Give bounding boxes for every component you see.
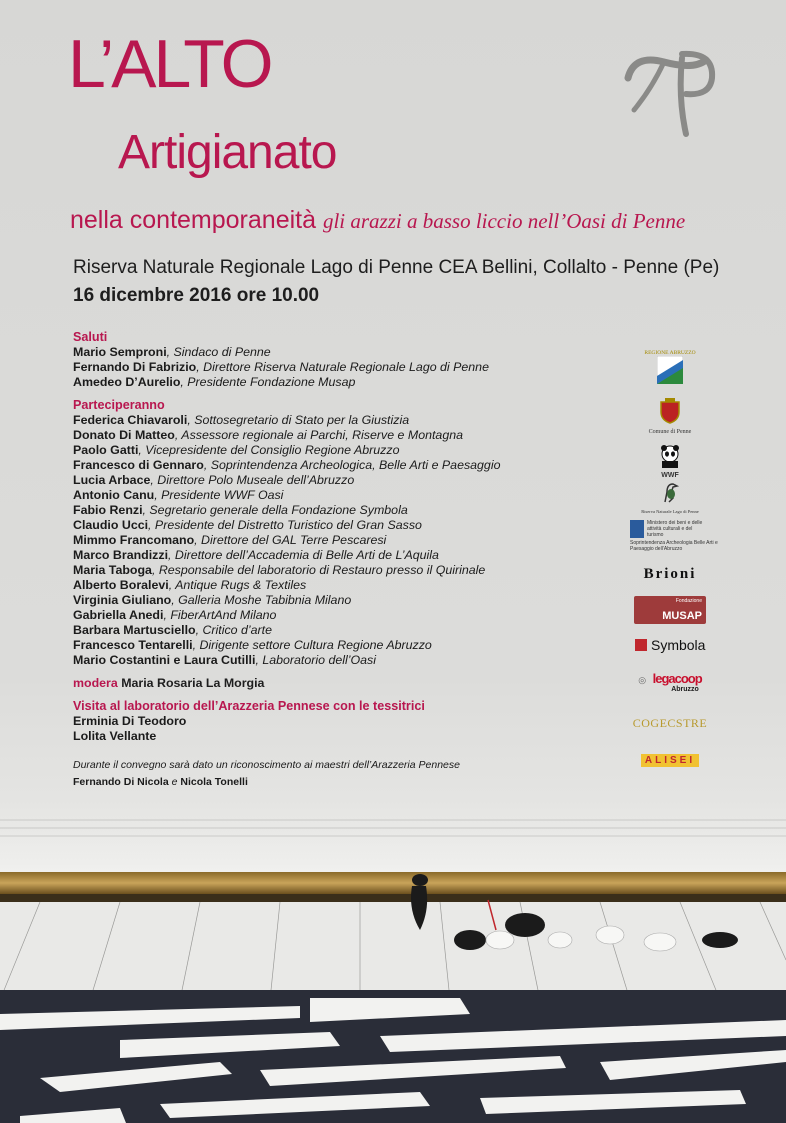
speaker-name: Virginia Giuliano	[73, 593, 172, 607]
speaker-role: , Responsabile del laboratorio di Restauro presso il Quirinale	[151, 563, 486, 577]
speaker-role: , Direttore dell’Accademia di Belle Arti de L’Aquila	[168, 548, 439, 562]
musap-small-label: Fondazione	[675, 598, 702, 604]
speaker-row	[73, 458, 633, 473]
speaker-name: Barbara Martusciello	[73, 623, 196, 637]
legacoop-abruzzo: Abruzzo	[671, 686, 699, 693]
speaker-row	[73, 413, 633, 428]
speaker-name: Lucia Arbace	[73, 473, 151, 487]
subtitle	[70, 204, 685, 237]
riserva-label: Riserva Naturale Lago di Penne	[641, 509, 699, 514]
speaker-row	[73, 443, 633, 458]
comune-penne-logo	[620, 398, 720, 435]
speaker-row	[73, 375, 633, 390]
speaker-row	[73, 578, 633, 593]
speaker-name: Maria Taboga	[73, 563, 152, 577]
modera-line	[73, 676, 633, 691]
speaker-role: , FiberArtAnd Milano	[163, 608, 277, 622]
subtitle-plain: nella contemporaneità	[70, 206, 323, 234]
mibact-label: Ministero dei beni e delle attività culturali e del turismo	[647, 520, 703, 538]
speaker-name: Mimmo Francomano	[73, 533, 195, 547]
coat-of-arms-icon	[659, 398, 681, 424]
speaker-row	[73, 653, 633, 668]
speaker-row	[73, 548, 633, 563]
panda-icon	[659, 444, 681, 468]
soprint-label: Soprintendenza Archeologia Belle Arti e Paesaggio dell’Abruzzo	[630, 540, 718, 552]
brioni-logo	[620, 566, 720, 583]
legacoop-logo	[620, 670, 720, 693]
speaker-role: , Assessore regionale ai Parchi, Riserve e Montagna	[174, 428, 463, 442]
riserva-logo	[620, 480, 720, 515]
regione-abruzzo-logo	[620, 350, 720, 389]
speaker-role: , Laboratorio dell’Oasi	[255, 653, 376, 667]
parteciperanno-list	[73, 413, 633, 668]
cogecstre-logo	[620, 716, 720, 731]
saluti-list	[73, 345, 633, 390]
heron-icon	[659, 480, 681, 504]
speaker-role: , Critico d’arte	[195, 623, 273, 637]
speaker-row	[73, 428, 633, 443]
symbola-logo	[620, 636, 720, 654]
speaker-name: Mario Semproni	[73, 345, 167, 359]
mibact-icon	[630, 520, 644, 538]
speaker-name: Francesco di Gennaro	[73, 458, 204, 472]
speaker-name: Fabio Renzi	[73, 503, 143, 517]
note-conj: e	[168, 776, 181, 788]
speaker-role: , Direttore del GAL Terre Pescaresi	[194, 533, 387, 547]
visita-person: Lolita Vellante	[73, 729, 157, 743]
visita-heading: Visita al laboratorio dell’Arazzeria Pennese con le tessitrici	[73, 699, 425, 713]
speaker-row	[73, 608, 633, 623]
legacoop-swirl-icon: ◎	[638, 675, 647, 685]
regione-abruzzo-icon	[657, 356, 683, 384]
program	[73, 330, 633, 790]
speaker-name: Alberto Boralevi	[73, 578, 169, 592]
speaker-name: Paolo Gatti	[73, 443, 139, 457]
ap-logo-icon	[624, 48, 720, 138]
speaker-row	[73, 563, 633, 578]
venue: Riserva Naturale Regionale Lago di Penne CEA Bellini, Collalto - Penne (Pe)	[73, 257, 720, 278]
loom-photo	[0, 800, 786, 1123]
speaker-row	[73, 345, 633, 360]
note-name-1: Fernando Di Nicola	[73, 776, 169, 788]
speaker-role: , Direttore Polo Museale dell’Abruzzo	[150, 473, 355, 487]
speaker-role: , Galleria Moshe Tabibnia Milano	[171, 593, 352, 607]
speaker-name: Mario Costantini e Laura Cutilli	[73, 653, 256, 667]
note-name-2: Nicola Tonelli	[180, 776, 248, 788]
speaker-row	[73, 488, 633, 503]
speaker-row	[73, 533, 633, 548]
legacoop-label: legacoop	[652, 671, 702, 686]
wwf-logo	[620, 444, 720, 479]
speaker-name: Antonio Canu	[73, 488, 155, 502]
speaker-name: Francesco Tentarelli	[73, 638, 193, 652]
speaker-role: , Direttore Riserva Naturale Regionale Lago di Penne	[196, 360, 489, 374]
speaker-role: , Antique Rugs & Textiles	[168, 578, 307, 592]
speaker-role: , Presidente WWF Oasi	[154, 488, 284, 502]
speaker-row	[73, 518, 633, 533]
speaker-row	[73, 360, 633, 375]
symbola-label: Symbola	[650, 636, 706, 653]
speaker-name: Gabriella Anedi	[73, 608, 164, 622]
speaker-role: , Sottosegretario di Stato per la Giustizia	[187, 413, 410, 427]
cogecstre-label: COGECSTRE	[632, 716, 708, 730]
brioni-label: Brioni	[643, 566, 697, 582]
wwf-label: WWF	[661, 472, 679, 479]
symbola-icon	[635, 639, 647, 651]
speaker-row	[73, 623, 633, 638]
musap-logo	[620, 596, 720, 629]
subtitle-italic: gli arazzi a basso liccio nell’Oasi di Penne	[322, 209, 686, 233]
speaker-row	[73, 503, 633, 518]
speaker-row	[73, 593, 633, 608]
speaker-name: Claudio Ucci	[73, 518, 149, 532]
speaker-name: Fernando Di Fabrizio	[73, 360, 197, 374]
title-line1: L’ALTO	[68, 26, 271, 102]
speaker-role: , Soprintendenza Archeologica, Belle Arti e Paesaggio	[203, 458, 501, 472]
note-text: Durante il convegno sarà dato un riconoscimento ai maestri dell’Arazzeria Pennese	[73, 759, 460, 771]
event-date: 16 dicembre 2016 ore 10.00	[73, 285, 320, 306]
note-names	[73, 775, 633, 790]
speaker-role: , Sindaco di Penne	[166, 345, 271, 359]
parteciperanno-heading: Parteciperanno	[73, 398, 165, 412]
speaker-name: Amedeo D’Aurelio	[73, 375, 181, 389]
speaker-role: , Dirigente settore Cultura Regione Abruzzo	[192, 638, 432, 652]
speaker-role: , Vicepresidente del Consiglio Regione Abruzzo	[138, 443, 400, 457]
speaker-name: Donato Di Matteo	[73, 428, 175, 442]
speaker-name: Marco Brandizzi	[73, 548, 169, 562]
alisei-label: ALISEI	[641, 754, 699, 767]
modera-label: modera	[73, 676, 122, 690]
speaker-role: , Segretario generale della Fondazione Symbola	[142, 503, 408, 517]
comune-label: Comune di Penne	[648, 429, 692, 435]
title-line2: Artigianato	[118, 126, 337, 179]
visita-person: Erminia Di Teodoro	[73, 714, 187, 728]
speaker-row	[73, 473, 633, 488]
speaker-role: , Presidente Fondazione Musap	[180, 375, 356, 389]
musap-label: MUSAP	[662, 610, 702, 622]
saluti-heading: Saluti	[73, 330, 108, 344]
speaker-name: Federica Chiavaroli	[73, 413, 188, 427]
speaker-role: , Presidente del Distretto Turistico del Gran Sasso	[148, 518, 422, 532]
alisei-logo	[620, 750, 720, 768]
mibact-logo	[630, 520, 730, 552]
regione-label: REGIONE ABRUZZO	[644, 350, 696, 356]
modera-name: Maria Rosaria La Morgia	[121, 676, 265, 690]
speaker-row	[73, 638, 633, 653]
